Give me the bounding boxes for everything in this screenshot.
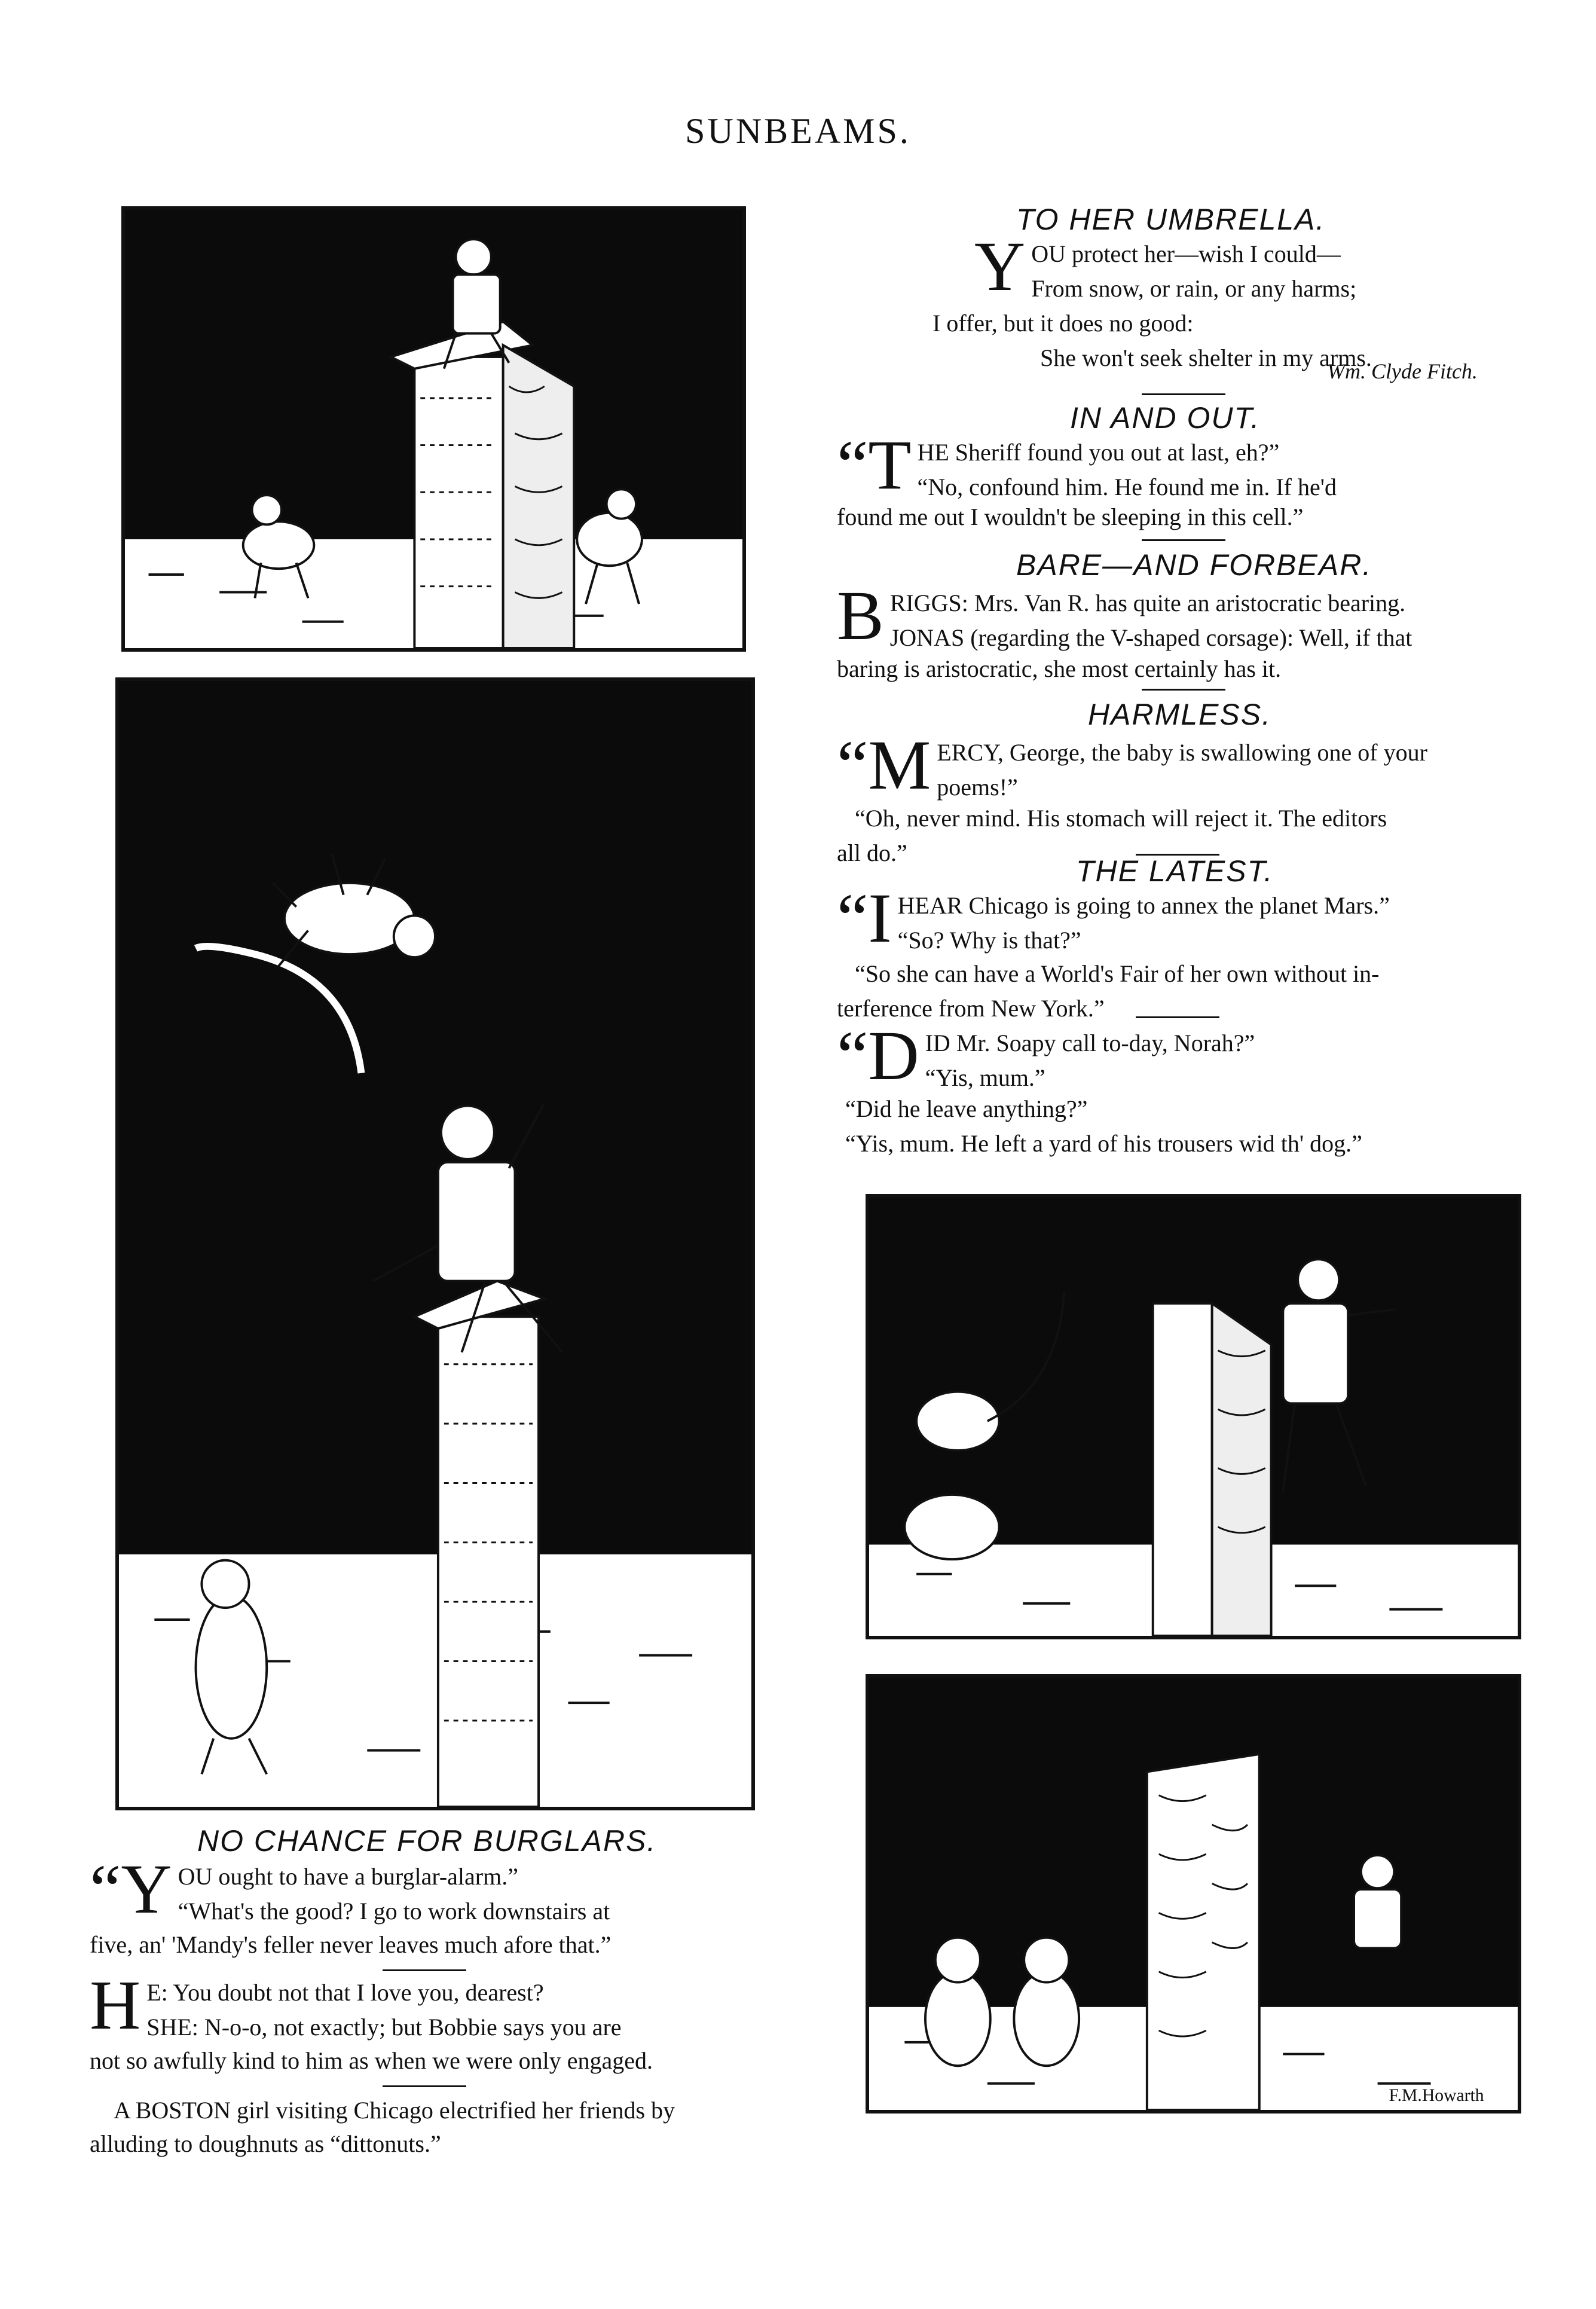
poem-line: OU protect her—wish I could— — [1031, 240, 1341, 267]
joke-he-she-cont — [90, 2044, 653, 2078]
cartoon-panel-1 — [121, 206, 746, 652]
fleeing-man — [1283, 1259, 1395, 1492]
joke-line: E: You doubt not that I love you, dearest? — [146, 1979, 544, 2006]
joke-line: baring is aristocratic, she most certainly has it. — [837, 655, 1282, 682]
joke-line: OU ought to have a burglar-alarm.” — [178, 1863, 518, 1890]
cartoon-panel-2 — [115, 677, 755, 1810]
joke-latest-cont — [837, 957, 1380, 1026]
distant-man — [1354, 1855, 1401, 1948]
joke-line: five, an' 'Mandy's feller never leaves much afore that.” — [90, 1931, 612, 1958]
joke-line: “No, confound him. He found me in. If he'd — [917, 474, 1337, 500]
heading-the-latest: THE LATEST. — [1076, 854, 1274, 888]
joke-burglars-cont — [90, 1928, 611, 1962]
joke-line: all do.” — [837, 839, 907, 866]
drop-cap: H — [90, 1966, 141, 2044]
joke-line: “Oh, never mind. His stomach will reject it. The editors — [855, 805, 1387, 832]
drop-cap: “D — [837, 1016, 919, 1095]
drop-cap: “M — [837, 726, 931, 804]
joke-line: “Yis, mum. He left a yard of his trousers wid th' dog.” — [845, 1130, 1362, 1157]
divider — [383, 2085, 466, 2087]
poem-umbrella-cont — [932, 306, 1372, 375]
joke-in-and-out-cont — [837, 500, 1303, 535]
heading-bare-and-forbear: BARE—AND FORBEAR. — [1016, 548, 1372, 582]
joke-line: RIGGS: Mrs. Van R. has quite an aristocratic bearing. — [889, 590, 1406, 616]
joke-harmless — [837, 726, 1427, 805]
joke-soapy — [837, 1016, 1255, 1095]
joke-line: “So? Why is that?” — [897, 927, 1081, 954]
joke-line: not so awfully kind to him as when we were only engaged. — [90, 2047, 653, 2074]
joke-line: ID Mr. Soapy call to-day, Norah?” — [925, 1030, 1255, 1056]
joke-line: ERCY, George, the baby is swallowing one of your — [937, 739, 1427, 766]
joke-line: “What's the good? I go to work downstairs at — [178, 1898, 610, 1925]
divider — [1142, 393, 1225, 395]
drop-cap: “Y — [90, 1850, 172, 1928]
divider — [1142, 689, 1225, 691]
drop-cap: “I — [837, 879, 892, 957]
joke-in-and-out — [837, 426, 1337, 505]
joke-he-she — [90, 1966, 622, 2045]
drop-cap: “T — [837, 426, 912, 504]
divider — [1142, 539, 1225, 541]
joke-bare — [837, 576, 1412, 655]
joke-line: poems!” — [937, 774, 1018, 801]
joke-line: HEAR Chicago is going to annex the planet Mars.” — [897, 892, 1390, 919]
artist-signature: F.M.Howarth — [1389, 2086, 1484, 2106]
divider — [383, 1969, 466, 1971]
joke-line: found me out I wouldn't be sleeping in this cell.” — [837, 503, 1304, 530]
drop-cap: B — [837, 576, 884, 655]
poem-line: I offer, but it does no good: — [932, 310, 1194, 337]
signature-fitch: Wm. Clyde Fitch. — [1327, 359, 1478, 383]
poem-umbrella — [974, 227, 1357, 306]
joke-line: “Did he leave anything?” — [845, 1095, 1088, 1122]
joke-line: SHE: N-o-o, not exactly; but Bobbie says you are — [146, 2014, 622, 2041]
tumbling-dogs — [904, 1291, 1064, 1559]
heading-harmless: HARMLESS. — [1088, 698, 1271, 731]
cartoon-panel-3 — [866, 1194, 1521, 1639]
joke-latest — [837, 879, 1390, 958]
divider — [1136, 1016, 1219, 1018]
heading-no-chance-for-burglars: NO CHANCE FOR BURGLARS. — [197, 1824, 657, 1858]
page-title: SUNBEAMS. — [685, 111, 911, 151]
drop-cap: Y — [974, 227, 1026, 306]
joke-burglars — [90, 1850, 610, 1929]
cartoon-panel-4 — [866, 1674, 1521, 2113]
joke-bare-cont — [837, 652, 1281, 686]
poem-line: She won't seek shelter in my arms. — [1040, 344, 1372, 371]
joke-line: JONAS (regarding the V-shaped corsage): Well, if that — [889, 624, 1412, 651]
joke-line: “Yis, mum.” — [925, 1064, 1045, 1091]
heading-to-her-umbrella: TO HER UMBRELLA. — [1016, 203, 1326, 236]
joke-boston: A BOSTON girl visiting Chicago electrified her friends by alluding to doughnuts as “dittonuts.” — [90, 2097, 675, 2157]
joke-line: terference from New York.” — [837, 995, 1105, 1022]
flying-dog — [273, 853, 435, 966]
joke-soapy-cont — [837, 1092, 1362, 1161]
poem-line: From snow, or rain, or any harms; — [1031, 275, 1357, 302]
heading-in-and-out: IN AND OUT. — [1070, 401, 1261, 435]
joke-line: “So she can have a World's Fair of her own without in- — [855, 960, 1380, 987]
joke-line: HE Sheriff found you out at last, eh?” — [917, 439, 1280, 466]
